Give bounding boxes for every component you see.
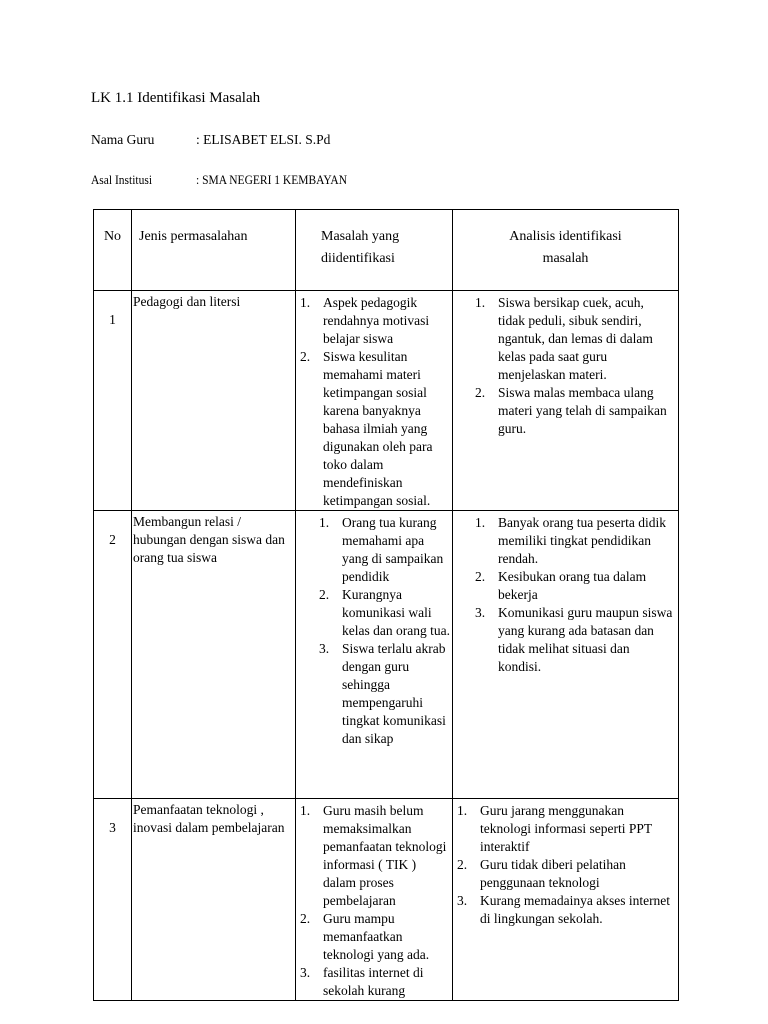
analysis-cell [453,511,679,799]
institution-label: Asal Institusi [91,173,153,187]
list-item: 3. Kurang memadainya akses internet di lingkungan sekolah. [457,893,671,926]
table-row [94,511,679,799]
list-item: 1. Siswa bersikap cuek, acuh, tidak peduli, sibuk sendiri, ngantuk, dan lemas di dalam kelas pada saat guru menjelaskan materi. [475,295,653,382]
row-number: 2 [109,532,116,547]
teacher-name-label: Nama Guru [91,132,155,147]
problem-type-cell: Pemanfaatan teknologi , inovasi dalam pembelajaran [132,799,296,1001]
problem-type-cell: Membangun relasi / hubungan dengan siswa dan orang tua siswa [132,511,296,799]
row-number-cell [94,799,132,1001]
identified-problem-cell [296,511,453,799]
table-row [94,799,679,1001]
page-title: LK 1.1 Identifikasi Masalah [91,90,261,106]
analysis-cell [453,291,679,511]
identified-problem-cell [296,291,453,511]
analysis-cell [453,799,679,1001]
table-row [94,291,679,511]
header-masalah-line1: Masalah yang [321,229,400,244]
header-analisis [453,210,679,291]
list-item: 2. Kesibukan orang tua dalam bekerja [475,569,647,602]
list-item: 3. Komunikasi guru maupun siswa yang kurang ada batasan dan tidak melihat situasi dan kondisi. [475,605,673,674]
header-masalah-line2: diidentifikasi [321,251,395,266]
list-item: 2. Guru tidak diberi pelatihan penggunaan teknologi [457,857,626,890]
identified-problem-cell [296,799,453,1001]
list-item: 1. Guru masih belum memaksimalkan pemanfaatan teknologi informasi ( TIK ) dalam proses pembelajaran [300,803,447,908]
list-item: 1. Orang tua kurang memahami apa yang di sampaikan pendidik [319,515,444,584]
row-number-cell [94,291,132,511]
row-number: 3 [109,820,116,835]
list-item: 2. Siswa malas membaca ulang materi yang telah di sampaikan guru. [475,385,667,436]
list-item: 1. Guru jarang menggunakan teknologi informasi seperti PPT interaktif [457,803,652,854]
header-no: No [94,210,132,291]
list-item: 2. Guru mampu memanfaatkan teknologi yang ada. [300,911,430,962]
table-header-row [94,210,679,291]
list-item: 2. Siswa kesulitan memahami materi ketimpangan sosial karena banyaknya bahasa ilmiah yang digunakan oleh para toko dalam mendefiniskan ketimpangan sosial. [300,349,433,508]
list-item: 2. Kurangnya komunikasi wali kelas dan orang tua. [319,587,450,638]
header-masalah [296,210,453,291]
teacher-name-value: : ELISABET ELSI. S.Pd [196,132,331,147]
list-item: 3. fasilitas internet di sekolah kurang [300,965,424,998]
header-analisis-line2: masalah [542,251,589,266]
list-item: 1. Aspek pedagogik rendahnya motivasi belajar siswa [300,295,430,346]
problem-type-cell: Pedagogi dan litersi [132,291,296,511]
list-item: 3. Siswa terlalu akrab dengan guru sehingga mempengaruhi tingkat komunikasi dan sikap [319,641,446,746]
row-number: 1 [109,312,116,327]
header-jenis: Jenis permasalahan [132,210,296,291]
row-number-cell [94,511,132,799]
list-item: 1. Banyak orang tua peserta didik memiliki tingkat pendidikan rendah. [475,515,666,566]
institution-value: : SMA NEGERI 1 KEMBAYAN [196,173,348,187]
problem-identification-table [93,209,679,1001]
header-analisis-line1: Analisis identifikasi [509,229,622,244]
